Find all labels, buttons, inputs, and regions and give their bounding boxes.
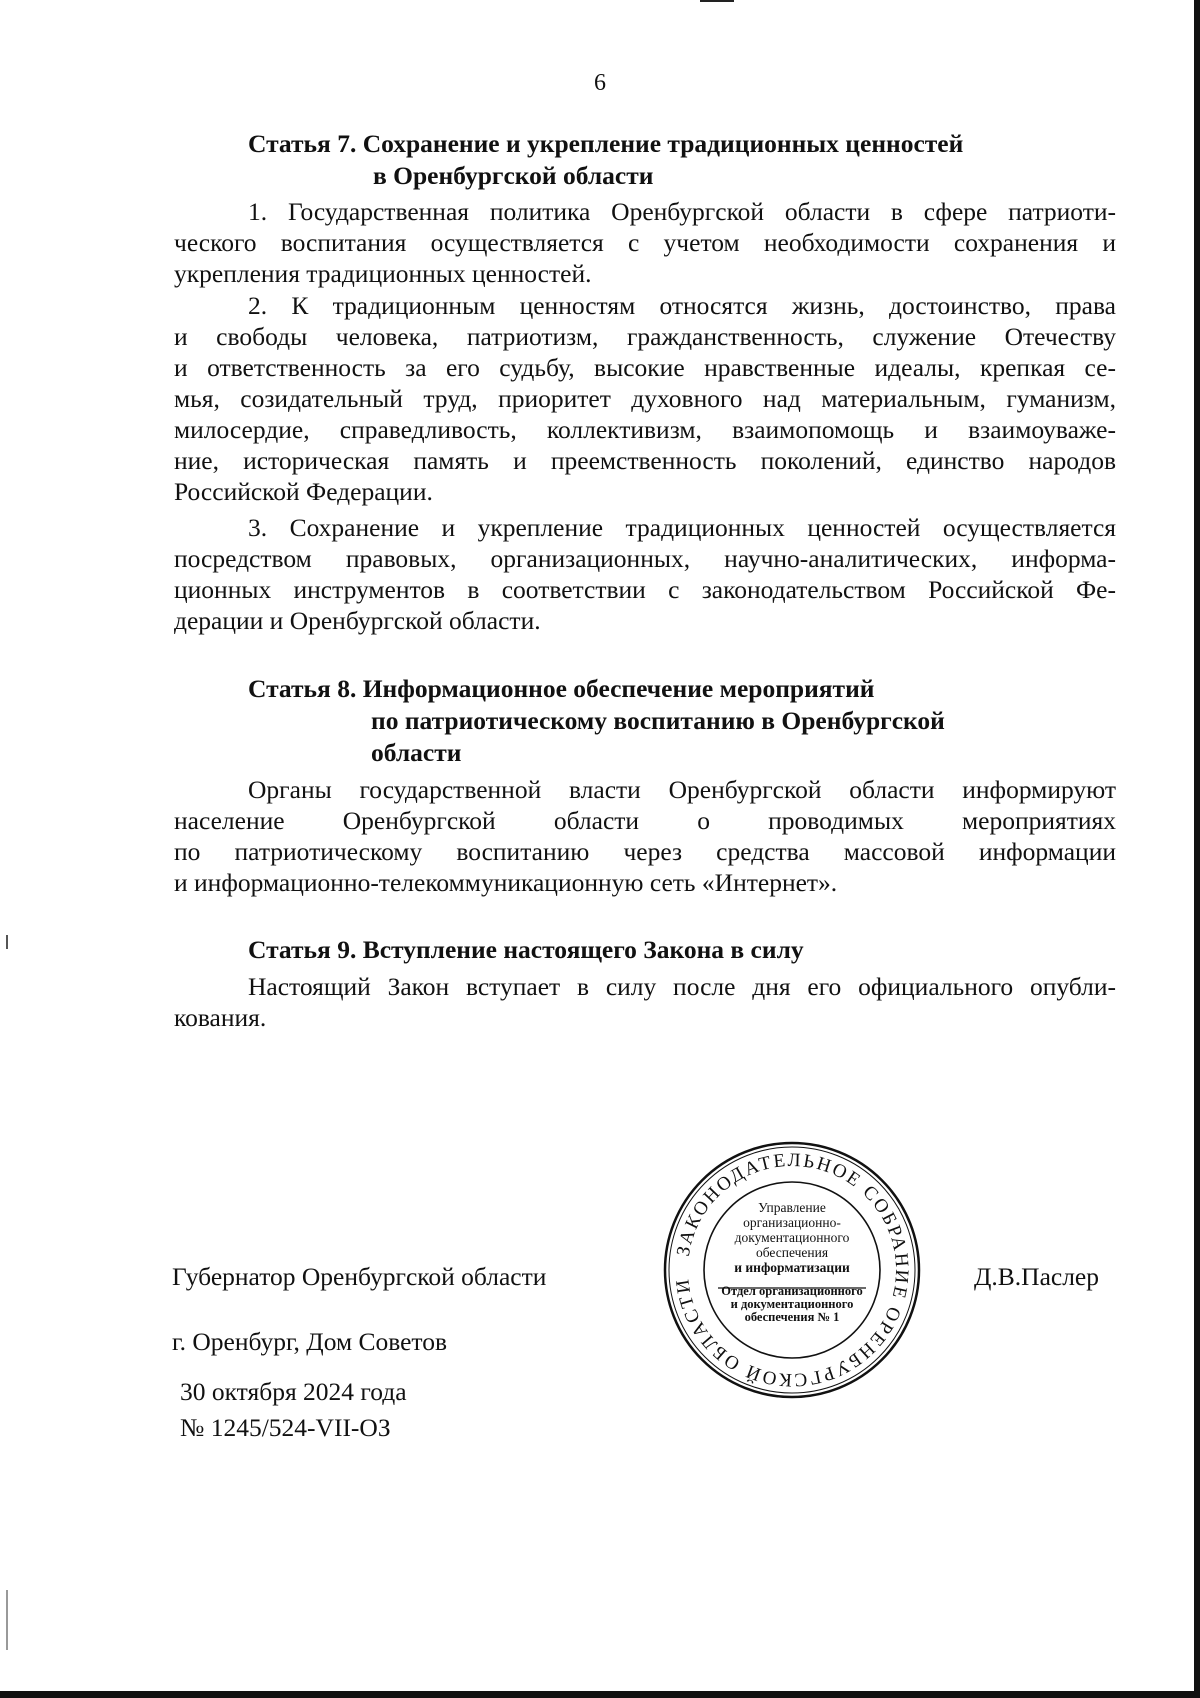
text-line: 2. К традиционным ценностям относятся жизнь, достоинство, права xyxy=(248,291,1116,320)
text-line: Органы государственной власти Оренбургской области информируют xyxy=(248,775,1116,804)
text-line: кования. xyxy=(174,1003,267,1032)
article-7-paragraph-1 xyxy=(174,196,1116,289)
text-line: ние, историческая память и преемственность поколений, единство народов xyxy=(174,446,1116,475)
heading-line: Статья 7. Сохранение и укрепление традиционных ценностей xyxy=(248,129,964,158)
scan-border-right xyxy=(1194,0,1200,1698)
text-line: ческого воспитания осуществляется с учетом необходимости сохранения и xyxy=(174,228,1116,257)
signer-position: Губернатор Оренбургской области xyxy=(172,1262,547,1291)
official-stamp xyxy=(662,1140,922,1400)
stamp-line: документационного xyxy=(734,1230,850,1245)
signing-place: г. Оренбург, Дом Советов xyxy=(172,1327,448,1356)
text-line: посредством правовых, организационных, научно-аналитических, информа- xyxy=(174,544,1116,573)
stamp-line: и информатизации xyxy=(734,1260,850,1275)
text-line: Настоящий Закон вступает в силу после дня его официального опубли- xyxy=(248,972,1116,1001)
stamp-line: обеспечения № 1 xyxy=(744,1310,840,1324)
scan-artifact-left-lower xyxy=(6,1590,8,1650)
text-line: Российской Федерации. xyxy=(174,477,433,506)
text-line: и ответственность за его судьбу, высокие нравственные идеалы, крепкая се- xyxy=(174,353,1116,382)
signer-name: Д.В.Паслер xyxy=(974,1262,1099,1291)
text-line: милосердие, справедливость, коллективизм, взаимопомощь и взаимоуваже- xyxy=(174,415,1116,444)
law-number: № 1245/524-VII-ОЗ xyxy=(180,1413,391,1442)
article-7-paragraph-3 xyxy=(174,512,1116,636)
heading-line: по патриотическому воспитанию в Оренбургской xyxy=(371,706,945,735)
stamp-line: и документационного xyxy=(730,1297,854,1311)
stamp-inner-text xyxy=(702,1180,882,1360)
text-line: мья, созидательный труд, приоритет духовного над материальным, гуманизм, xyxy=(174,384,1116,413)
stamp-line: Управление xyxy=(758,1200,826,1215)
heading-line: Статья 9. Вступление настоящего Закона в силу xyxy=(248,935,804,964)
signing-date: 30 октября 2024 года xyxy=(180,1377,407,1406)
scan-border-bottom xyxy=(0,1691,1200,1698)
text-line: ционных инструментов в соответствии с законодательством Российской Фе- xyxy=(174,575,1116,604)
heading-line: Статья 8. Информационное обеспечение мероприятий xyxy=(248,674,875,703)
heading-line: области xyxy=(371,738,462,767)
article-9-heading xyxy=(248,934,804,966)
stamp-line: организационно- xyxy=(743,1215,841,1230)
scan-artifact-left xyxy=(6,935,8,949)
stamp-line: обеспечения xyxy=(755,1245,829,1260)
article-8-paragraph-1 xyxy=(174,774,1116,898)
text-line: и свободы человека, патриотизм, гражданственность, служение Отечеству xyxy=(174,322,1116,351)
heading-line: в Оренбургской области xyxy=(373,161,654,190)
text-line: и информационно-телекоммуникационную сеть «Интернет». xyxy=(174,868,838,897)
page-number: 6 xyxy=(594,70,606,96)
text-line: по патриотическому воспитанию через средства массовой информации xyxy=(174,837,1116,866)
scan-artifact-top xyxy=(700,0,734,2)
stamp-ring-text: ЗАКОНОДАТЕЛЬНОЕ СОБРАНИЕ ОРЕНБУРГСКОЙ ОБЛАСТИ xyxy=(672,1149,913,1391)
text-line: 1. Государственная политика Оренбургской области в сфере патриоти- xyxy=(248,197,1116,226)
text-line: население Оренбургской области о проводимых мероприятиях xyxy=(174,806,1116,835)
article-9-paragraph-1 xyxy=(174,971,1116,1033)
article-8-heading xyxy=(248,673,945,769)
article-7-heading xyxy=(248,128,963,192)
stamp-line: Отдел организационного xyxy=(721,1284,863,1298)
text-line: укрепления традиционных ценностей. xyxy=(174,259,592,288)
text-line: дерации и Оренбургской области. xyxy=(174,606,541,635)
article-7-paragraph-2 xyxy=(174,290,1116,507)
text-line: 3. Сохранение и укрепление традиционных ценностей осуществляется xyxy=(248,513,1116,542)
